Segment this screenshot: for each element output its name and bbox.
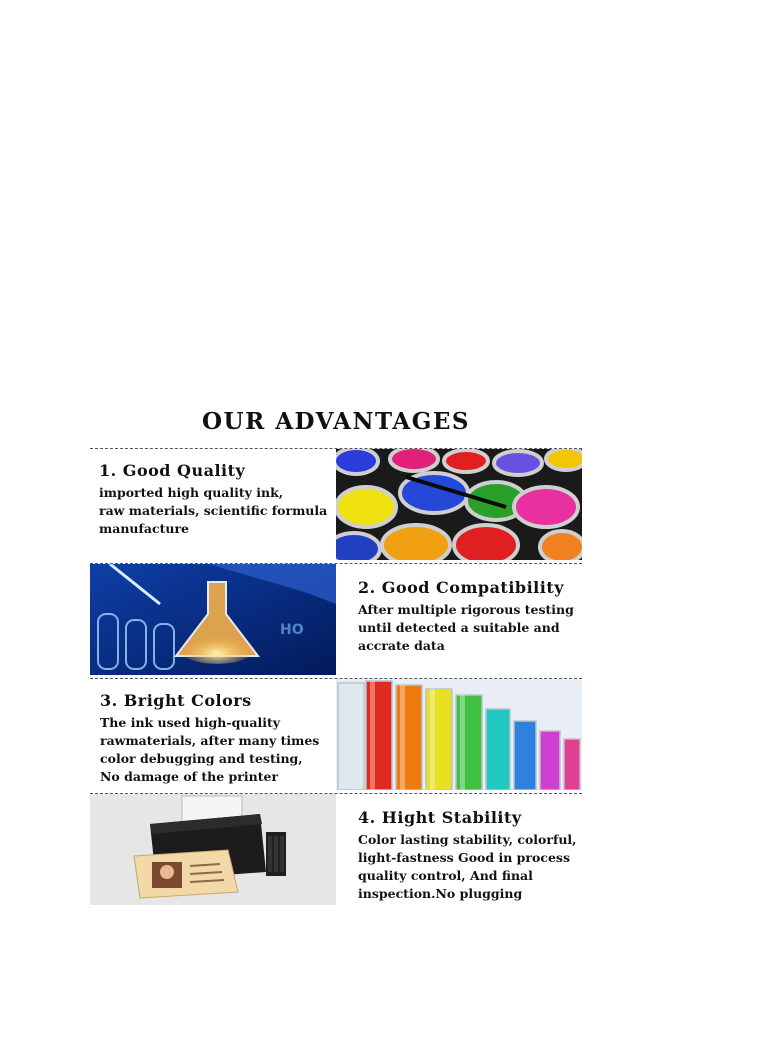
advantage-2-text — [336, 564, 582, 675]
page-title: OUR ADVANTAGES — [201, 408, 470, 435]
advantage-1 — [90, 448, 582, 560]
advantage-1-heading: 1. Good Quality — [99, 461, 246, 480]
lab-flask-photo — [90, 564, 336, 675]
advantage-2-heading: 2. Good Compatibility — [358, 578, 565, 597]
svg-text:HO: HO — [280, 622, 304, 638]
advantage-4-text — [336, 794, 582, 905]
advantage-4-desc: Color lasting stability, colorful, light-fastness Good in process quality control, And final inspection.No plugging — [358, 832, 577, 901]
advantage-3 — [90, 678, 582, 790]
advantage-3-desc: The ink used high-quality rawmaterials, after many times color debugging and testing, No damage of the printer — [100, 715, 320, 784]
advantage-3-heading: 3. Bright Colors — [100, 691, 252, 710]
advantage-3-text — [90, 679, 336, 790]
test-tubes-photo — [336, 679, 582, 790]
advantage-4 — [90, 793, 582, 905]
printer-photo — [90, 794, 336, 905]
advantage-2 — [90, 563, 582, 675]
paint-cans-photo — [336, 449, 582, 560]
advantage-1-desc: imported high quality ink, raw materials, scientific formula manufacture — [99, 485, 328, 536]
advantage-2-desc: After multiple rigorous testing until detected a suitable and accrate data — [358, 602, 574, 653]
advantage-1-text — [90, 449, 336, 560]
advantage-4-heading: 4. Hight Stability — [358, 808, 522, 827]
